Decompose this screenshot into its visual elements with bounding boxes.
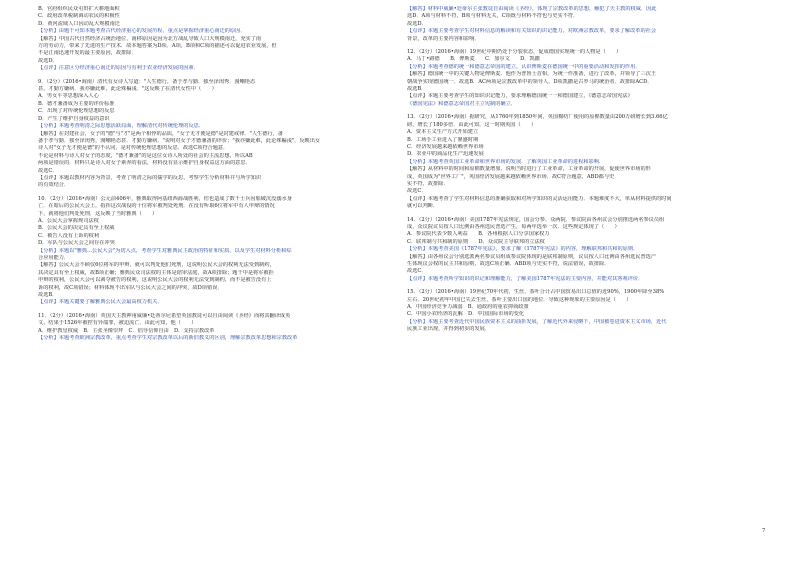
left-column-line: 【解答】公民大会不顾仅6位将军的申辩，就可以判处他们死刑，这说明公民大会的权利无法受到制约，: [38, 262, 275, 269]
left-column-line: 故选B．: [38, 292, 58, 299]
left-column-line: A．维护教皇权威 B．主张圣像崇拜 C．倡导信仰自由 D．支持宗教改革: [38, 327, 215, 334]
left-column-line: 【分析】由题干可知本题考查古代经济重心的发展历程，重点是掌握经济重心南迁的原因．: [38, 28, 246, 35]
right-column-line: D．农业中的商品化生产迅速发展: [407, 151, 484, 158]
left-column-line: 方的劳动力，带来了先进的生产技术．故本题答案为D项．A项，B项和C项的描述可以促进农业发展，但: [38, 43, 277, 50]
right-column-line: 【解答】材料中威廉•廷蒂尔主张教徒自由阅读《圣经》，体现了宗教改革的思想，触犯了天主教的权威．因此: [407, 6, 657, 12]
right-column-line: 选D．A项与材料不符，B项与材料无关，C项既与材料不符也与史实不符．: [407, 13, 579, 20]
left-column-line: 不是江南迅速开发的最主要原因，故排除．: [38, 50, 137, 57]
left-column-line: B．公民大会的决定具有至上权威: [38, 225, 115, 232]
left-column-line: A．公民大会掌握规司法权: [38, 217, 99, 224]
left-column-line: 【解答】在封建社会，女子的"德"与"才"是两个相悖的品质，"女子无才便是德"是封建戒律．"人生德行，备: [38, 130, 283, 137]
right-column: [407, 6, 762, 334]
left-column-line: 诉的权利，故C项错误；材料体现不出军队与公民大会之间的冲突，故D项错误．: [38, 284, 223, 291]
right-column-line: 【分析】本题考查德的统一和德意志帝国的建立，认识俾斯麦在德国统一中的重要活动和发挥的作用．: [407, 63, 641, 70]
left-column-line: 9．（2分）（2016•海南）清代有女诗人写道："人生德行，备于孝与勤．独至泽闺秀．漫嘲艳态: [38, 78, 256, 85]
left-column-line: 故选C．: [38, 167, 58, 174]
left-column-line: 亡．在暗后的公民大会上，指挥这次战役的十位将军被判处死刑．在没有听取6位将军中有人申辩的情况: [38, 203, 275, 210]
left-column: [38, 6, 393, 342]
right-column-line: 背景，改革的主要内容和影响．: [407, 35, 480, 42]
right-column-line: 14．（2分）（2016•海南）美国1787年宪法规定，国会分参、众两院．参议院由各州议会分别推选两名参议员组: [407, 216, 665, 223]
left-column-line: B．官府组织民众屯田扩大耕地面积: [38, 6, 120, 12]
right-column-line: 民族工业出现，并得到初步的发展．: [407, 326, 491, 333]
right-column-line: 实不符，故排除．: [407, 180, 449, 187]
left-column-line: D．产生了维护自身权益的意识: [38, 115, 110, 122]
left-column-line: D．黄河流域人口因动乱大规模南迁: [38, 20, 120, 27]
left-column-line: D．军队与公民大会之间存在冲突: [38, 240, 115, 247]
page-number: 7: [762, 528, 766, 534]
right-column-line: 13．（2分）（2016•海南）据研究，从1760年到1850年间，英国棉纺厂使用的原棉数量由200万磅增长到3.66亿: [407, 114, 668, 121]
right-column-line: A．马丁•路德 B．俾斯麦 C．加尔文 D．凯撒: [407, 56, 540, 63]
left-column-line: 两项是错误的．材料只是诗人对女子素养的看法，材料没有显示维护自身权益这方面的意思．: [38, 160, 251, 167]
left-column-line: 【分析】本题考查欧洲宗教改革，重点考查学生对宗教改革以后的新旧教义的区别，理解宗教改革思想和宗教改革: [38, 335, 298, 342]
left-column-line: 【分析】本题以"雅典...公民大会"为切入点，考查学生对雅典民主政治的特征和实质，以及学生对材料分析和综: [38, 247, 292, 254]
right-column-line: 【分析】本题考查美国《1787年宪法》，要求了解《1787年宪法》的内容，理解联邦和共和的原则．: [407, 246, 639, 253]
left-column-line: 备于孝与勤．独至泽闺秀，漫嘲艳态甚．才勤方嫌病．"说明对女子才德兼备的评价；"我亦嫌此难，此论殊褊浅"，反映出女: [38, 137, 321, 144]
left-column-line: 【解答】中国古代自然经济占统治地位，南移原因是因为北方战乱导致人口大规模南迁，充实了南: [38, 35, 262, 42]
right-column-line: C．经济发展越来越依赖世界市场: [407, 143, 484, 150]
right-column-line: 15．（2分）（2016•海南）19世纪70年代初，生丝、茶叶合计占中国贸易出口总值的近90%，1900年降至38%: [407, 289, 665, 296]
left-column-line: 其决定具有至上权威，故B项正确；雅典民众司法权的主体是陪审法庭，故A项排除；题干中是将军被拒: [38, 269, 274, 276]
left-column-line: C．出现了对传统伦理思想的反思: [38, 108, 115, 115]
left-column-line: 申辩的权利，公民大会可以剥夺被告的权利，这说明公民大会的权利无法受到制约，而不是被告没有上: [38, 277, 272, 284]
right-column-line: 磅，增长了180多倍．由此可知，这一时期英国（ ）: [407, 121, 537, 128]
right-column-line: 【解答】由各州议会分别选派两名参议员组成参议院体现的是联邦制原则，议员按人口比例由各州选民普选产: [407, 253, 657, 260]
left-column-line: C．被告人没有上诉的权利: [38, 232, 100, 239]
left-column-line: 不论是材料与诗人对女子的态度，"德才兼备"的是这位女诗人所处的社会的主流思想，所以AB: [38, 152, 253, 159]
left-column-line: 【点评】本题以教材内容为背景，考查了明清之际的儒学的反思，考察学生分析材料并与所学知识: [38, 174, 262, 181]
left-column-line: 10．（2分）（2016•海南）公元前406年，雅典取得阿基纽西海战胜利，但也造成了数千士兵因船破沉没溺水身: [38, 195, 292, 202]
right-column-line: 【点评】本题主要考查学生对材料信息的解读和有关知识的识记能力，对欧洲宗教改革，要求了解改革的社会: [407, 28, 657, 35]
right-column-line: 左右．20世纪初年中国已失去生丝、茶叶主要出口国的地位．导致这种现象的主要原因是（ ）: [407, 296, 632, 303]
right-column-line: 【解答】德国统一中的关键人物是俾斯麦．他作为普鲁士首相，为统一作准备，进行了改革，并领导了三次王: [407, 71, 657, 78]
left-column-line: 的有效结合．: [38, 182, 70, 189]
right-column-line: 《德国宪法》和德意志帝国君主立宪制的确立．: [407, 100, 516, 107]
right-column-line: 故选B．: [407, 86, 427, 93]
left-column-line: 甚，才勤方嫌病．我亦嫌此难，此论殊褊浅．"这反映了在清代女性中（ ）: [38, 86, 217, 93]
left-column-line: 合应用能力．: [38, 255, 70, 261]
right-column-line: A．参议院代表少数人利益 B．各州根据人口分享国家权力: [407, 231, 550, 238]
right-column-line: 就可以判断．: [407, 203, 439, 210]
left-column-line: 诗人对"女子无才便是德"的不认同，是对传统伦理思想的反思．故选C项符合题意．: [38, 145, 229, 152]
right-column-line: A．资本主义生产方式开始建立: [407, 129, 479, 136]
right-column-line: 故选C．: [407, 268, 427, 275]
left-column-line: 文，结果于1526年被控有异端罪，被迫流亡．由此可知，他（ ）: [38, 320, 197, 327]
right-column-line: 成，英国成为"世界工厂"，英国经济发展越来越依赖世界市场．故C符合题意，ABD都与史: [407, 173, 615, 180]
right-column-line: C．联邦制与共和制的原则 D．众议院主导联邦的立法权: [407, 238, 545, 245]
right-column-line: 故选C．: [407, 188, 427, 195]
left-column-line: 故选D．: [38, 57, 58, 64]
right-column-line: 朝战争实现德国统一．故选B．AC两项是宗教改革中的领导人，D项凯撒是古罗马的统治者．故排除ACD．: [407, 78, 653, 85]
left-column-line: C．政府改革税制调动农民的积极性: [38, 13, 120, 20]
right-column-line: 【解答】从材料中的时间和原棉数量增加，说明当时进行了工业革命，工业革命的开展，促使世界市场的形: [407, 166, 651, 173]
right-column-line: 【点评】本题主要考查学生的知识识记能力，要求理解德国统一一和德国建立，《德意志帝国宪法》: [407, 93, 633, 100]
left-column-line: A．男女平等思想深入人心: [38, 93, 99, 100]
right-column-line: 故选D．: [407, 20, 427, 27]
right-column-line: 【分析】本题考查英国工业革命和世界市场的发展．了解英国工业革命的进程和影响．: [407, 158, 605, 165]
left-column-line: 11．（2分）（2016•海南）英国天主教神甫威廉•廷蒂尔尼希望英国教徒可以自由阅读《圣经》而将其翻译成英: [38, 312, 291, 319]
left-column-line: 【点评】注意区分经济重心南迁的原因与有利于农业经济发展的因素．: [38, 65, 199, 72]
right-column-line: C．中国小农经济的瓦解 D．中国国际市场的变化: [407, 311, 525, 318]
left-column-line: 下，就将他们判处死刑．这反映了当时雅典（ ）: [38, 210, 158, 217]
right-column-line: 【分析】本题主要考查近代中国民族资本主义的曲折发展，了解近代外来侵略下，中国被卷进资本主义市场，近代: [407, 318, 667, 325]
right-column-line: 成，众议院议员按人口比例由各州选民普选产生，每两年选举一次．这些规定体现了（ ）: [407, 223, 620, 230]
left-column-line: B．德才兼备成为主要的评价标准: [38, 100, 115, 107]
right-column-line: 生体现议会权的民主共和原则，故选C项正确．ABD项与史实不符，说法错误，故排除．: [407, 261, 610, 267]
right-column-line: B．工场手工业进入了鼎盛时期: [407, 136, 479, 143]
right-column-line: 12．（2分）（2016•海南）19世纪中期仍处于分裂状态，促成德国实现统一的人物是（ ）: [407, 49, 622, 56]
right-column-line: 【点评】本题考查所学知识的识记和理解能力，了解美国1787年宪法的主要内容，并能对其客观评价．: [407, 275, 644, 282]
left-column-line: 【分析】本题考查明清之际思想活跃局面，理解清代对传统伦理的反思．: [38, 123, 205, 130]
right-column-line: 【点评】本题考查了学生对材料信息的准确获取和对所学知识的灵活运用能力．本题难度不大，单从材料提供的时间: [407, 195, 672, 202]
left-column-line: 【点评】本题关键要了解雅典公民大会最高权力机关．: [38, 299, 163, 306]
right-column-line: A．中国经济竞争力减弱 B．通政府的重农抑商政策: [407, 304, 529, 311]
